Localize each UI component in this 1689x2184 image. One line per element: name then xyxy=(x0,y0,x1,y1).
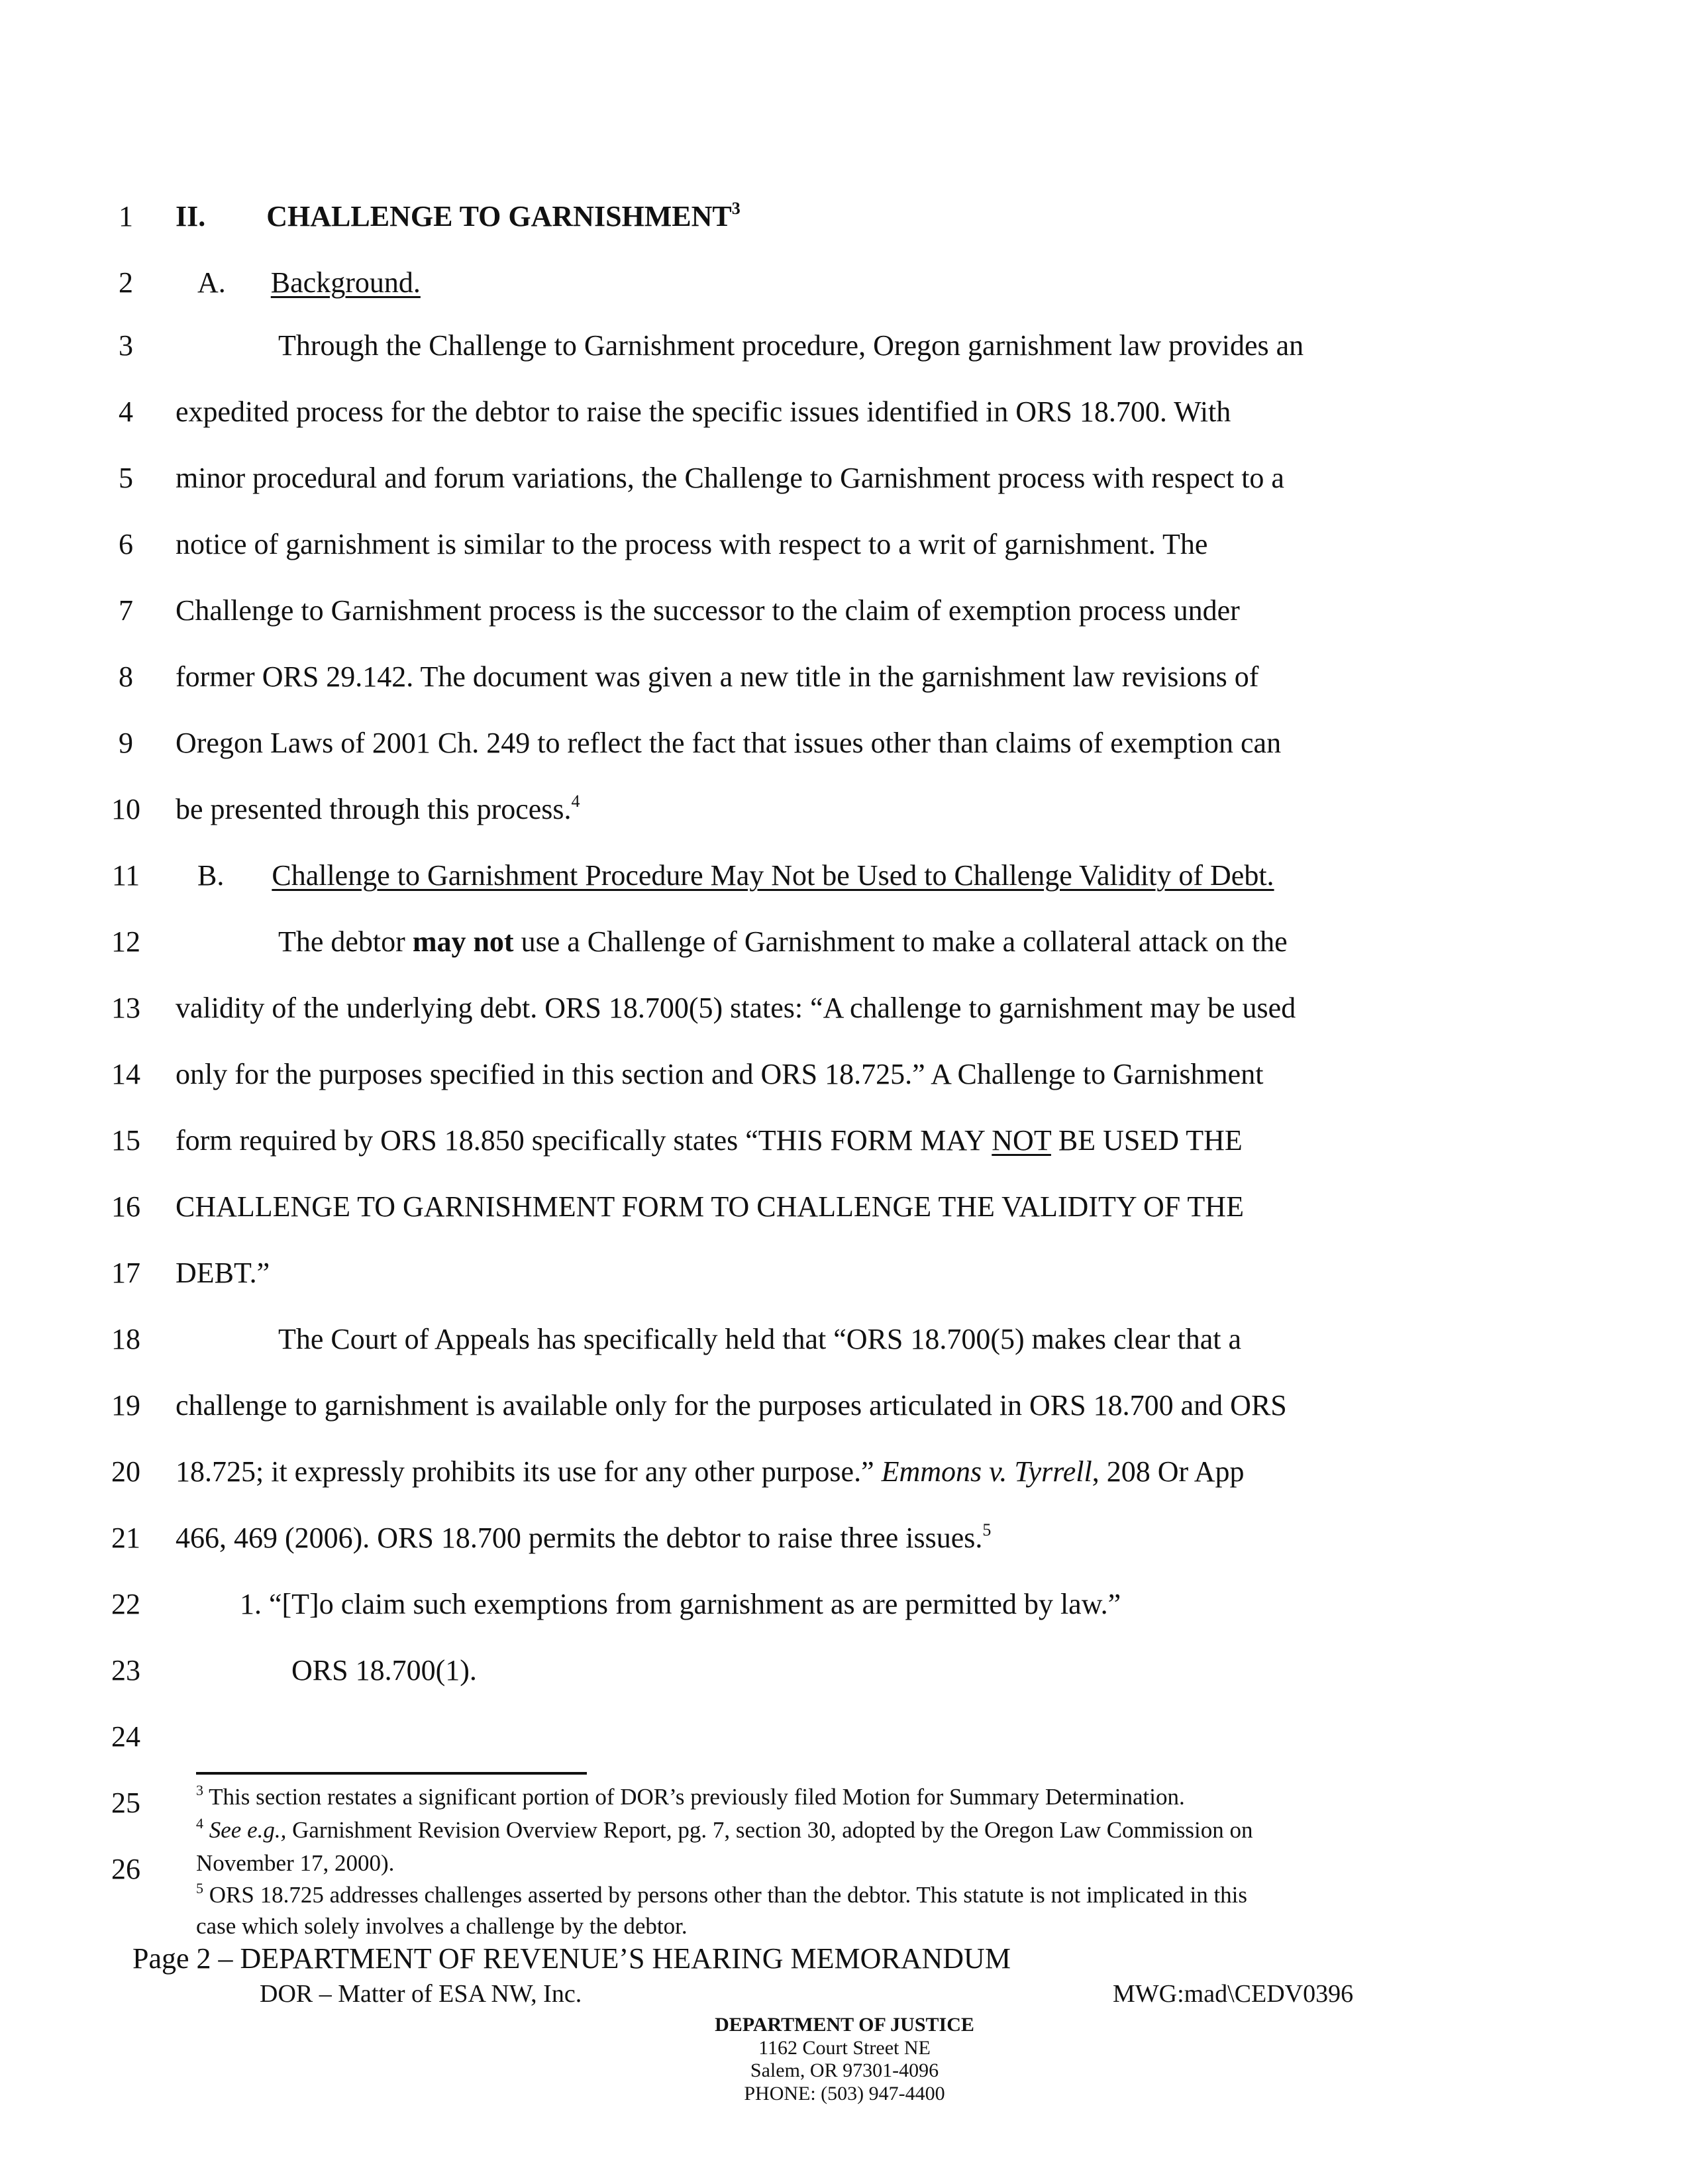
footnote-number: 4 xyxy=(196,1815,203,1832)
emphasis-text: may not xyxy=(412,925,514,958)
body-line-8: former ORS 29.142. The document was given a new title in the garnishment law revisions of xyxy=(176,660,1259,693)
line-number: 21 xyxy=(111,1522,140,1554)
body-text: form required by ORS 18.850 specifically states “THIS FORM MAY xyxy=(176,1124,992,1157)
subsection-letter: B. xyxy=(197,859,225,892)
line-number: 2 xyxy=(119,266,133,299)
list-item-1: 1. “[T]o claim such exemptions from garnishment as are permitted by law.” xyxy=(240,1588,1121,1620)
footer-page-title: Page 2 – DEPARTMENT OF REVENUE’S HEARING MEMORANDUM xyxy=(132,1942,1011,1975)
body-text: use a Challenge of Garnishment to make a collateral attack on the xyxy=(513,925,1288,958)
body-line-9: Oregon Laws of 2001 Ch. 249 to reflect the fact that issues other than claims of exemption can xyxy=(176,727,1282,759)
footer-matter: DOR – Matter of ESA NW, Inc. xyxy=(260,1980,582,2008)
footnote-ref-3[interactable]: 3 xyxy=(731,199,741,218)
footnote-ref-4[interactable]: 4 xyxy=(571,792,580,811)
body-line-20 xyxy=(176,1457,1245,1486)
body-line-7: Challenge to Garnishment process is the successor to the claim of exemption process under xyxy=(176,594,1240,627)
office-street: 1162 Court Street NE xyxy=(758,2036,931,2059)
body-line-3: Through the Challenge to Garnishment procedure, Oregon garnishment law provides an xyxy=(278,329,1304,362)
line-number: 3 xyxy=(119,329,133,362)
line-number: 15 xyxy=(111,1124,140,1157)
subsection-letter: A. xyxy=(197,266,226,299)
line-number: 24 xyxy=(111,1720,140,1753)
body-line-17: DEBT.” xyxy=(176,1257,270,1289)
line-number: 18 xyxy=(111,1323,140,1355)
body-text: BE USED THE xyxy=(1050,1124,1243,1157)
footnote-text: Garnishment Revision Overview Report, pg. 7, section 30, adopted by the Oregon Law Commission on xyxy=(286,1817,1253,1843)
line-number: 22 xyxy=(111,1588,140,1620)
footnote-text: This section restates a significant portion of DOR’s previously filed Motion for Summary Determination. xyxy=(209,1784,1185,1810)
body-line-14: only for the purposes specified in this section and ORS 18.725.” A Challenge to Garnishment xyxy=(176,1058,1264,1090)
footnote-5 xyxy=(196,1880,1248,1908)
section-heading xyxy=(176,199,741,233)
footnote-4-continued: November 17, 2000). xyxy=(196,1850,395,1876)
body-line-6: notice of garnishment is similar to the process with respect to a writ of garnishment. The xyxy=(176,528,1208,560)
footer-reference: MWG:mad\CEDV0396 xyxy=(1113,1980,1354,2008)
body-line-5: minor procedural and forum variations, the Challenge to Garnishment process with respect to a xyxy=(176,462,1284,494)
line-number: 25 xyxy=(111,1787,140,1819)
line-number: 26 xyxy=(111,1853,140,1885)
line-number: 1 xyxy=(119,200,133,233)
underlined-text: NOT xyxy=(992,1124,1051,1157)
case-citation: Emmons v. Tyrrell xyxy=(881,1455,1092,1488)
line-number: 20 xyxy=(111,1455,140,1488)
line-number: 19 xyxy=(111,1389,140,1422)
body-line-16: CHALLENGE TO GARNISHMENT FORM TO CHALLENGE THE VALIDITY OF THE xyxy=(176,1190,1244,1223)
line-number: 17 xyxy=(111,1257,140,1289)
subsection-a-heading xyxy=(197,268,421,297)
line-number: 23 xyxy=(111,1654,140,1687)
line-number: 6 xyxy=(119,528,133,560)
office-phone: PHONE: (503) 947-4400 xyxy=(744,2082,945,2105)
body-text: 466, 469 (2006). ORS 18.700 permits the debtor to raise three issues. xyxy=(176,1522,983,1554)
subsection-b-heading xyxy=(197,861,1274,890)
line-number: 7 xyxy=(119,594,133,627)
line-number: 16 xyxy=(111,1190,140,1223)
body-line-21 xyxy=(176,1520,992,1554)
office-city: Salem, OR 97301-4096 xyxy=(750,2059,939,2081)
line-number: 9 xyxy=(119,727,133,759)
line-number: 13 xyxy=(111,992,140,1024)
subsection-title: Challenge to Garnishment Procedure May Not be Used to Challenge Validity of Debt. xyxy=(272,859,1274,892)
office-name: DEPARTMENT OF JUSTICE xyxy=(715,2014,974,2036)
section-number: II. xyxy=(176,200,206,233)
body-line-23: ORS 18.700(1). xyxy=(291,1654,477,1687)
body-text: , 208 Or App xyxy=(1092,1455,1245,1488)
body-text: 18.725; it expressly prohibits its use for any other purpose.” xyxy=(176,1455,882,1488)
body-line-13: validity of the underlying debt. ORS 18.700(5) states: “A challenge to garnishment may be used xyxy=(176,992,1296,1024)
line-number: 14 xyxy=(111,1058,140,1090)
body-line-18: The Court of Appeals has specifically held that “ORS 18.700(5) makes clear that a xyxy=(278,1323,1242,1355)
subsection-title: Background. xyxy=(270,266,421,299)
body-line-19: challenge to garnishment is available only for the purposes articulated in ORS 18.700 and ORS xyxy=(176,1389,1287,1422)
section-title: CHALLENGE TO GARNISHMENT xyxy=(266,200,732,233)
body-text: The debtor xyxy=(278,925,413,958)
footnote-number: 5 xyxy=(196,1880,203,1897)
body-line-15 xyxy=(176,1126,1243,1155)
footnote-4 xyxy=(196,1815,1253,1843)
line-number: 5 xyxy=(119,462,133,494)
body-line-12 xyxy=(278,927,1288,957)
line-number: 11 xyxy=(111,859,140,892)
line-number: 4 xyxy=(119,395,133,428)
footnote-3 xyxy=(196,1782,1185,1810)
line-number: 8 xyxy=(119,660,133,693)
footnote-number: 3 xyxy=(196,1782,203,1798)
body-line-10-text: be presented through this process. xyxy=(176,793,572,825)
office-address-block xyxy=(629,2014,1060,2105)
footnote-signal: See e.g., xyxy=(209,1817,287,1843)
footnote-separator xyxy=(196,1772,587,1775)
line-number: 12 xyxy=(111,925,140,958)
body-line-10 xyxy=(176,792,580,825)
footnote-5-continued: case which solely involves a challenge by the debtor. xyxy=(196,1913,688,1939)
footnote-ref-5[interactable]: 5 xyxy=(982,1520,992,1539)
body-line-4: expedited process for the debtor to raise the specific issues identified in ORS 18.700. With xyxy=(176,395,1231,428)
footnote-text: ORS 18.725 addresses challenges asserted by persons other than the debtor. This statute is not implicated in this xyxy=(209,1882,1248,1908)
line-number: 10 xyxy=(111,793,140,825)
